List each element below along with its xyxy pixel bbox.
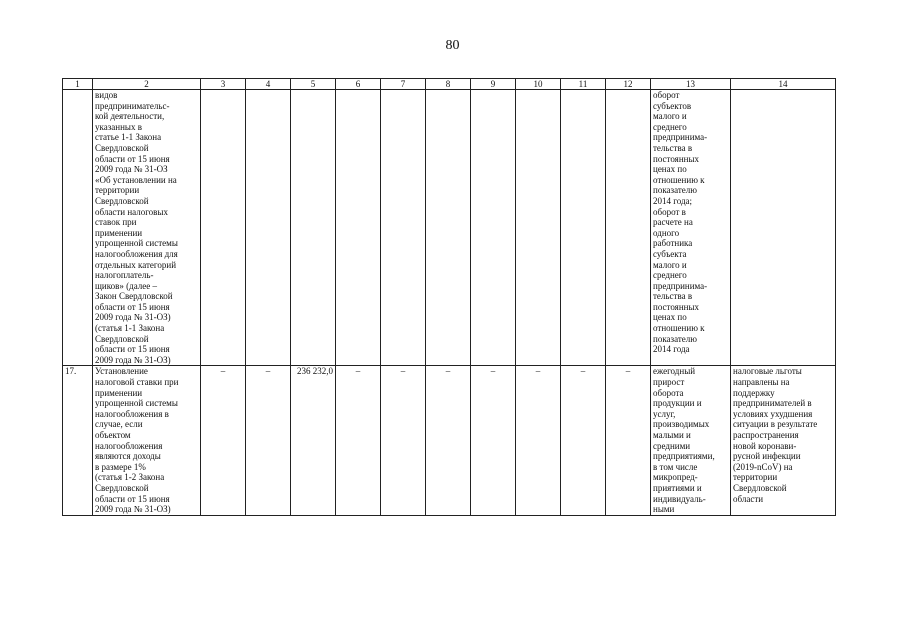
table-row-17 — [63, 366, 836, 515]
cell-description: Установление налоговой ставки при применении упрощенной системы налогообложения в случае, если объектом налогообложения являются доходы в размере 1% (статья 1-2 Закона Свердловской области от 15 июня 2009 года № 31-ОЗ) — [93, 366, 201, 515]
cell-value: – — [561, 366, 606, 515]
cell-description: видов предпринимательс- кой деятельности, указанных в статье 1-1 Закона Свердловской области от 15 июня 2009 года № 31-ОЗ «Об установлении на территории Свердловской области налоговых ставок при применении упрощенной системы налогообложения для отдельных категорий налогоплатель- щиков» (далее – Закон Свердловской области от 15 июня 2009 года № 31-ОЗ) (статья 1-1 Закона Свердловской области от 15 июня 2009 года № 31-ОЗ) — [93, 90, 201, 366]
cell-note: налоговые льготы направлены на поддержку предпринимателей в условиях ухудшения ситуации в результате распространения новой коронави- русной инфекции (2019-nCoV) на территории Свердловской области — [731, 366, 836, 515]
cell — [561, 90, 606, 366]
cell-value: 236 232,0 — [291, 366, 336, 515]
page-number: 80 — [445, 38, 460, 53]
column-header: 1 — [63, 79, 93, 90]
column-header: 7 — [381, 79, 426, 90]
cell — [201, 90, 246, 366]
column-header: 11 — [561, 79, 606, 90]
cell — [336, 90, 381, 366]
column-header: 14 — [731, 79, 836, 90]
cell-value: – — [471, 366, 516, 515]
cell-value: – — [381, 366, 426, 515]
column-header: 8 — [426, 79, 471, 90]
cell-number — [63, 90, 93, 366]
cell-indicator: ежегодный прирост оборота продукции и услуг, производимых малыми и средними предприятиями, в том числе микропред- приятиями и индивидуаль- ными — [651, 366, 731, 515]
document-table — [62, 78, 836, 516]
column-header: 6 — [336, 79, 381, 90]
cell-note — [731, 90, 836, 366]
cell-indicator: оборот субъектов малого и среднего предпринима- тельства в постоянных ценах по отношению к показателю 2014 года; оборот в расчете на одного работника субъекта малого и среднего предпринима- тельства в постоянных ценах по отношению к показателю 2014 года — [651, 90, 731, 366]
cell — [291, 90, 336, 366]
cell — [381, 90, 426, 366]
cell — [471, 90, 516, 366]
cell — [516, 90, 561, 366]
cell — [426, 90, 471, 366]
column-header: 9 — [471, 79, 516, 90]
header-row — [63, 79, 836, 90]
column-header: 10 — [516, 79, 561, 90]
cell-value: – — [246, 366, 291, 515]
cell-value: – — [201, 366, 246, 515]
cell-value: – — [426, 366, 471, 515]
column-header: 12 — [606, 79, 651, 90]
cell — [246, 90, 291, 366]
table-row-continued — [63, 90, 836, 366]
column-header: 4 — [246, 79, 291, 90]
column-header: 13 — [651, 79, 731, 90]
cell — [606, 90, 651, 366]
cell-number: 17. — [63, 366, 93, 515]
cell-value: – — [516, 366, 561, 515]
column-header: 2 — [93, 79, 201, 90]
column-header: 3 — [201, 79, 246, 90]
cell-value: – — [606, 366, 651, 515]
column-header: 5 — [291, 79, 336, 90]
cell-value: – — [336, 366, 381, 515]
